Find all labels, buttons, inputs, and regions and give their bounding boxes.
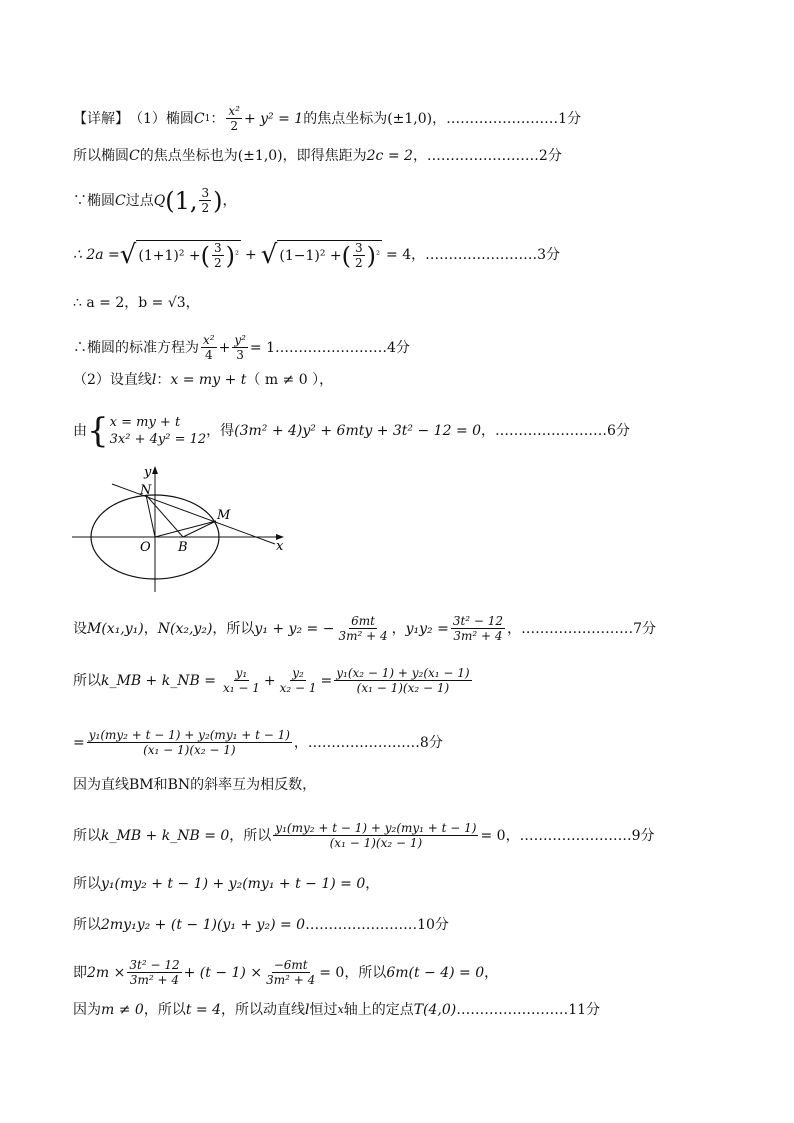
text: 所以 [73, 876, 101, 892]
label-x: x [276, 539, 284, 554]
point-m: M(x₁,y₁) [87, 620, 144, 637]
focus-coords: (±1,0) [387, 110, 433, 127]
frac-denominator: x₁ − 1 [222, 681, 260, 695]
a-b-values: ∴ a = 2，b = √3， [73, 295, 200, 311]
frac-denominator: 3m² + 4 [338, 629, 388, 643]
text: ，所以 [143, 1002, 186, 1018]
fraction-x2-over-4 [201, 333, 217, 362]
frac-denominator: 2 [214, 256, 222, 270]
frac-numerator: −6mt [273, 958, 308, 972]
fraction [336, 614, 389, 643]
text: ∵椭圆 [73, 192, 115, 209]
fraction [264, 958, 317, 987]
frac-denominator: x₂ − 1 [279, 681, 317, 695]
fixed-point-t: T(4,0) [413, 1002, 457, 1018]
fraction [273, 821, 478, 850]
radical-sign: √ [119, 240, 137, 270]
sqrt-term-1 [120, 240, 241, 270]
label-b: B [178, 540, 188, 555]
comma: ， [222, 192, 237, 209]
equation: y₁(my₂ + t − 1) + y₂(my₁ + t − 1) = 0 [101, 876, 366, 892]
text: 所以 [73, 917, 101, 933]
text: ，即得焦距为 [282, 148, 367, 164]
score-4: = 1……………………4分 [249, 339, 410, 356]
text: ，所以动直线 [221, 1002, 305, 1018]
point-q: Q [153, 192, 166, 209]
text: ，所以 [229, 827, 272, 844]
radicand-part: (1−1)² + [279, 247, 342, 264]
frac-denominator: 2 [355, 256, 363, 270]
fraction-x2-over-2 [226, 104, 242, 133]
system-row-2: 3x² + 4y² = 12 [109, 432, 207, 447]
line-17 [73, 1000, 600, 1020]
ellipse-c-symbol: C [115, 192, 126, 209]
score-8: ，……………………8分 [293, 734, 443, 751]
score-6: ，……………………6分 [481, 423, 630, 439]
ellipse-c1-symbol: C [193, 110, 205, 127]
equals: = [73, 734, 85, 751]
score-7: ，……………………7分 [507, 620, 656, 637]
segment-om [155, 521, 216, 537]
frac-numerator: x² [203, 333, 215, 347]
equals: = [320, 672, 333, 689]
frac-numerator: 6mt [351, 614, 375, 628]
frac-numerator: 3t² − 12 [452, 614, 504, 628]
x-symbol: x [337, 1003, 344, 1016]
line-10 [73, 666, 474, 695]
text: 因为 [73, 1002, 101, 1018]
equals-zero: = 0 [480, 827, 506, 844]
part-two-label: （2）设直线 [73, 372, 152, 388]
line-1 [73, 104, 581, 133]
line-2 [73, 146, 562, 166]
frac-numerator: 3 [214, 241, 222, 255]
score-11: ……………………11分 [456, 1002, 601, 1018]
point-n: N(x₂,y₂) [157, 620, 213, 637]
system-row-1: x = my + t [109, 415, 181, 430]
comma: ， [365, 876, 380, 892]
line-15 [73, 915, 449, 935]
frac-numerator: y₁ [235, 666, 248, 680]
text: 恒过 [309, 1002, 338, 1018]
score-2: ，……………………2分 [412, 148, 562, 164]
focus-coords: (±1,0) [237, 148, 283, 164]
line-13 [73, 821, 655, 850]
radicand-part: (1+1)² + [138, 247, 201, 264]
radical-sign: √ [260, 240, 278, 270]
fraction [334, 666, 471, 695]
comma: ， [143, 620, 158, 637]
frac-denominator: (x₁ − 1)(x₂ − 1) [329, 836, 423, 850]
equation: 6m(t − 4) = 0 [386, 964, 485, 981]
frac-numerator: y₁(x₂ − 1) + y₂(x₁ − 1) [336, 666, 470, 680]
sqrt-term-2 [261, 240, 382, 270]
line-11 [73, 728, 443, 757]
fraction [87, 728, 292, 757]
plus: + [263, 672, 276, 689]
part-one-label: （1）椭圆 [129, 110, 194, 127]
frac-numerator: 3t² − 12 [129, 958, 180, 972]
line-equation: x = my + t [170, 372, 247, 388]
detail-tag: 【详解】 [73, 110, 129, 127]
text: 所以椭圆 [73, 148, 129, 164]
comma: ， [484, 964, 499, 981]
fraction [278, 666, 319, 695]
fraction [451, 614, 505, 643]
frac-denominator: 3m² + 4 [129, 973, 180, 987]
label-n: N [140, 483, 152, 498]
line-l [112, 484, 275, 544]
equals-four: = 4 [386, 247, 412, 263]
text: 所以 [73, 827, 101, 844]
two-a-equals: ∴ 2a = [73, 247, 120, 263]
line-4 [73, 240, 560, 270]
focus-text: 的焦点坐标为 [303, 110, 388, 127]
focal-distance: 2c = 2 [366, 148, 413, 164]
line-6 [73, 333, 410, 362]
term: 2m × [87, 964, 126, 981]
frac-denominator: 3 [236, 348, 244, 362]
frac-numerator: y₁(my₂ + t − 1) + y₂(my₁ + t − 1) [88, 728, 290, 742]
frac-numerator: 3 [355, 241, 363, 255]
text: 由 [73, 423, 87, 439]
fraction-3-over-2 [199, 186, 211, 215]
line-5 [73, 293, 200, 313]
y-axis-arrow [152, 466, 158, 474]
equation-rest: + y² = 1 [243, 110, 304, 127]
frac-numerator: y₂ [292, 666, 304, 680]
product-of-roots: y₁y₂ = [405, 620, 449, 637]
frac-denominator: 3m² + 4 [266, 973, 316, 987]
text: 即 [73, 964, 87, 981]
term: + (t − 1) × [183, 964, 263, 981]
frac-denominator: 2 [230, 119, 238, 133]
exponent: ² [376, 249, 381, 261]
frac-numerator: y² [234, 333, 246, 347]
label-y: y [144, 465, 152, 480]
equation-system [87, 411, 207, 451]
paren-close: ) [366, 241, 377, 270]
text: 的焦点坐标也为 [139, 148, 238, 164]
text: ，得 [206, 423, 235, 439]
sum-of-roots: y₁ + y₂ = − [254, 620, 335, 637]
line-9 [73, 614, 656, 643]
line-7 [73, 370, 333, 390]
text: 所以 [73, 672, 101, 689]
frac-denominator: 3m² + 4 [453, 629, 503, 643]
frac-denominator: (x₁ − 1)(x₂ − 1) [356, 681, 450, 695]
equation: 2my₁y₂ + (t − 1)(y₁ + y₂) = 0 [101, 917, 306, 933]
line-3 [73, 186, 236, 215]
fraction-y2-over-3 [232, 333, 248, 362]
text: ∴椭圆的标准方程为 [73, 339, 199, 356]
paren-open: ( [341, 241, 351, 270]
slope-sum: k_MB + k_NB = [101, 672, 216, 689]
m-nonzero: m ≠ 0 [101, 1002, 144, 1018]
system-rows [110, 414, 207, 448]
ellipse-figure [70, 458, 300, 598]
text: 设 [73, 620, 87, 637]
frac-numerator: 3 [201, 186, 210, 200]
line-16 [73, 958, 498, 987]
condition: （ m ≠ 0 ）， [246, 372, 334, 388]
frac-denominator: 4 [204, 348, 213, 362]
segment-bm [183, 521, 216, 537]
radicand [136, 240, 241, 270]
plus: + [218, 339, 231, 356]
frac-numerator: y₁(my₂ + t − 1) + y₂(my₁ + t − 1) [275, 821, 477, 835]
frac-numerator: x² [228, 104, 240, 118]
paren-close: ) [213, 186, 223, 215]
text: 因为直线BM和BN的斜率互为相反数， [73, 777, 317, 793]
line-8 [73, 411, 630, 451]
label-o: O [140, 540, 151, 555]
paren-open: ( [200, 241, 211, 270]
score-10: ……………………10分 [305, 917, 449, 933]
t-value: t = 4 [185, 1002, 221, 1018]
text: ，所以 [212, 620, 255, 637]
frac-denominator: 2 [201, 201, 210, 215]
label-m: M [217, 508, 231, 523]
comma: ， [391, 620, 406, 637]
score-1: ，……………………1分 [432, 110, 582, 127]
equals-zero: = 0 [319, 964, 345, 981]
line-l-symbol: l [151, 372, 157, 388]
slope-sum-zero: k_MB + k_NB = 0 [101, 827, 230, 844]
exponent: ² [235, 249, 240, 261]
paren-open: (1, [165, 186, 198, 215]
text: 过点 [125, 192, 154, 209]
fraction [353, 241, 365, 270]
line-14 [73, 874, 379, 894]
fraction [127, 958, 181, 987]
text: 轴上的定点 [343, 1002, 414, 1018]
score-9: ，……………………9分 [505, 827, 655, 844]
frac-denominator: (x₁ − 1)(x₂ − 1) [143, 743, 236, 757]
colon: ： [156, 372, 171, 388]
fraction [212, 241, 224, 270]
text: ，所以 [344, 964, 387, 981]
quadratic-equation: (3m² + 4)y² + 6mty + 3t² − 12 = 0 [234, 423, 482, 439]
paren-close: ) [225, 241, 236, 270]
fraction [221, 666, 262, 695]
radicand [277, 240, 382, 270]
c1-subscript: 1 [204, 113, 211, 124]
left-brace: { [87, 411, 109, 451]
segment-on [146, 495, 155, 537]
score-3: ，……………………3分 [411, 247, 561, 263]
ellipse-c-symbol: C [129, 148, 140, 164]
plus: + [245, 247, 257, 263]
colon: ： [210, 110, 225, 127]
line-l-symbol: l [305, 1002, 310, 1018]
line-12 [73, 775, 316, 795]
